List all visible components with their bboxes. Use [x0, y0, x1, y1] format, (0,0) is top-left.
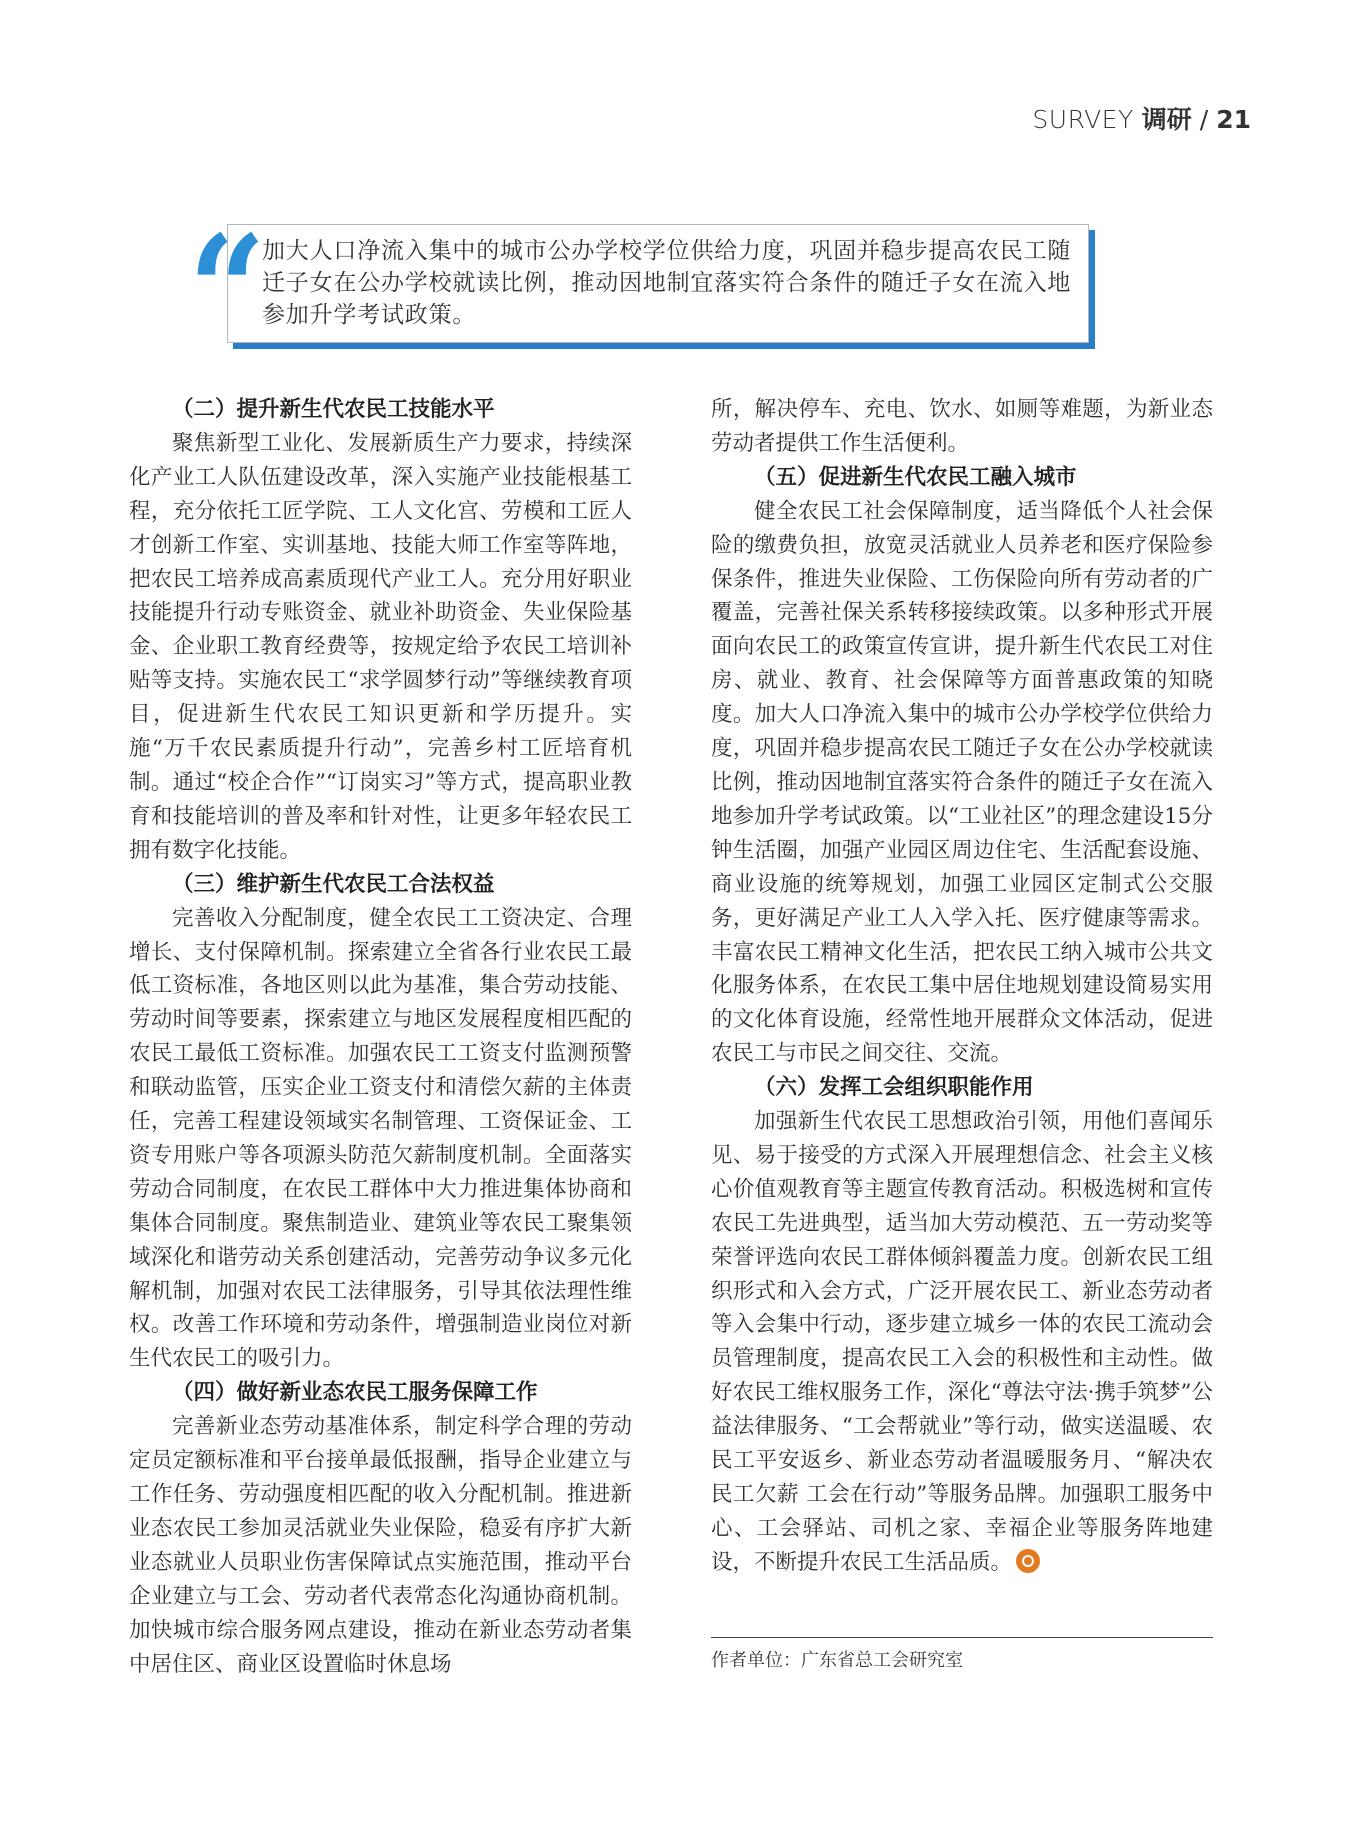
quote-mark-icon: “ [188, 203, 266, 379]
right-column [711, 393, 1213, 1580]
section-heading-6: （六）发挥工会组织职能作用 [754, 1075, 1034, 1101]
author-divider [711, 1637, 1213, 1638]
section-label-en: SURVEY [1032, 105, 1134, 134]
section-heading-3: （三）维护新生代农民工合法权益 [172, 871, 495, 897]
section-heading-2: （二）提升新生代农民工技能水平 [172, 397, 495, 422]
section-label-zh: 调研 [1141, 105, 1192, 134]
section-paragraph-2: 聚焦新型工业化、发展新质生产力要求，持续深化产业工人队伍建设改革，深入实施产业技能根基工程，充分依托工匠学院、工人文化宫、劳模和工匠人才创新工作室、实训基地、技能大师工作室等阵地，把农民工培养成高素质现代产业工人。充分用好职业技能提升行动专账资金、就业补助资金、失业保险基金、企业职工教育经费等，按规定给予农民工培训补贴等支持。实施农民工“求学圆梦行动”等继续教育项目，促进新生代农民工知识更新和学历提升。实施“万千农民素质提升行动”，完善乡村工匠培育机制。通过“校企合作”“订岗实习”等方式，提高职业教育和技能培训的普及率和针对性，让更多年轻农民工拥有数字化技能。 [129, 430, 632, 863]
left-column [129, 393, 632, 1681]
section-paragraph-3: 完善收入分配制度，健全农民工工资决定、合理增长、支付保障机制。探索建立全省各行业农民工最低工资标准，各地区则以此为基准，集合劳动技能、劳动时间等要素，探索建立与地区发展程度相匹配的农民工最低工资标准。加强农民工工资支付监测预警和联动监管，压实企业工资支付和清偿欠薪的主体责任，完善工程建设领域实名制管理、工资保证金、工资专用账户等各项源头防范欠薪制度机制。全面落实劳动合同制度，在农民工群体中大力推进集体协商和集体合同制度。聚焦制造业、建筑业等农民工聚集领域深化和谐劳动关系创建活动，完善劳动争议多元化解机制，加强对农民工法律服务，引导其依法理性维权。改善工作环境和劳动条件，增强制造业岗位对新生代农民工的吸引力。 [129, 905, 632, 1372]
section-paragraph-4: 完善新业态劳动基准体系，制定科学合理的劳动定员定额标准和平台接单最低报酬，指导企业建立与工作任务、劳动强度相匹配的收入分配机制。推进新业态农民工参加灵活就业失业保险，稳妥有序扩大新业态就业人员职业伤害保障试点实施范围，推动平台企业建立与工会、劳动者代表常态化沟通协商机制。加快城市综合服务网点建设，推动在新业态劳动者集中居住区、商业区设置临时休息场 [129, 1414, 632, 1677]
pull-quote-text: 加大人口净流入集中的城市公办学校学位供给力度，巩固并稳步提高农民工随迁子女在公办学校就读比例，推动因地制宜落实符合条件的随迁子女在流入地参加升学考试政策。 [262, 238, 1072, 328]
header-separator: / [1199, 105, 1209, 134]
section-heading-4: （四）做好新业态农民工服务保障工作 [172, 1380, 538, 1406]
section-paragraph-6-text: 加强新生代农民工思想政治引领，用他们喜闻乐见、易于接受的方式深入开展理想信念、社会主义核心价值观教育等主题宣传教育活动。积极选树和宣传农民工先进典型，适当加大劳动模范、五一劳动奖等荣誉评选向农民工群体倾斜覆盖力度。创新农民工组织形式和入会方式，广泛开展农民工、新业态劳动者等入会集中行动，逐步建立城乡一体的农民工流动会员管理制度，提高农民工入会的积极性和主动性。做好农民工维权服务工作，深化“尊法守法·携手筑梦”公益法律服务、“工会帮就业”等行动，做实送温暖、农民工平安返乡、新业态劳动者温暖服务月、“解决农民工欠薪 工会在行动”等服务品牌。加强职工服务中心、工会驿站、司机之家、幸福企业等服务阵地建设，不断提升农民工生活品质。 [711, 1109, 1213, 1575]
section-heading-5: （五）促进新生代农民工融入城市 [754, 464, 1077, 490]
author-affiliation: 作者单位：广东省总工会研究室 [711, 1650, 963, 1671]
section-paragraph-5: 健全农民工社会保障制度，适当降低个人社会保险的缴费负担，放宽灵活就业人员养老和医疗保险参保条件，推进失业保险、工伤保险向所有劳动者的广覆盖，完善社保关系转移接续政策。以多种形式开展面向农民工的政策宣传宣讲，提升新生代农民工对住房、就业、教育、社会保障等方面普惠政策的知晓度。加大人口净流入集中的城市公办学校学位供给力度，巩固并稳步提高农民工随迁子女在公办学校就读比例，推动因地制宜落实符合条件的随迁子女在流入地参加升学考试政策。以“工业社区”的理念建设15分钟生活圈，加强产业园区周边住宅、生活配套设施、商业设施的统筹规划，加强工业园区定制式公交服务，更好满足产业工人入学入托、医疗健康等需求。丰富农民工精神文化生活，把农民工纳入城市公共文化服务体系，在农民工集中居住地规划建设简易实用的文化体育设施，经常性地开展群众文体活动，促进农民工与市民之间交往、交流。 [711, 498, 1213, 1067]
page-number: 21 [1216, 105, 1251, 134]
page-header [1032, 100, 1251, 136]
section-paragraph-6 [711, 1105, 1213, 1580]
section-paragraph-4-continued: 所，解决停车、充电、饮水、如厕等难题，为新业态劳动者提供工作生活便利。 [711, 397, 1213, 456]
union-logo-icon [1016, 1549, 1040, 1573]
